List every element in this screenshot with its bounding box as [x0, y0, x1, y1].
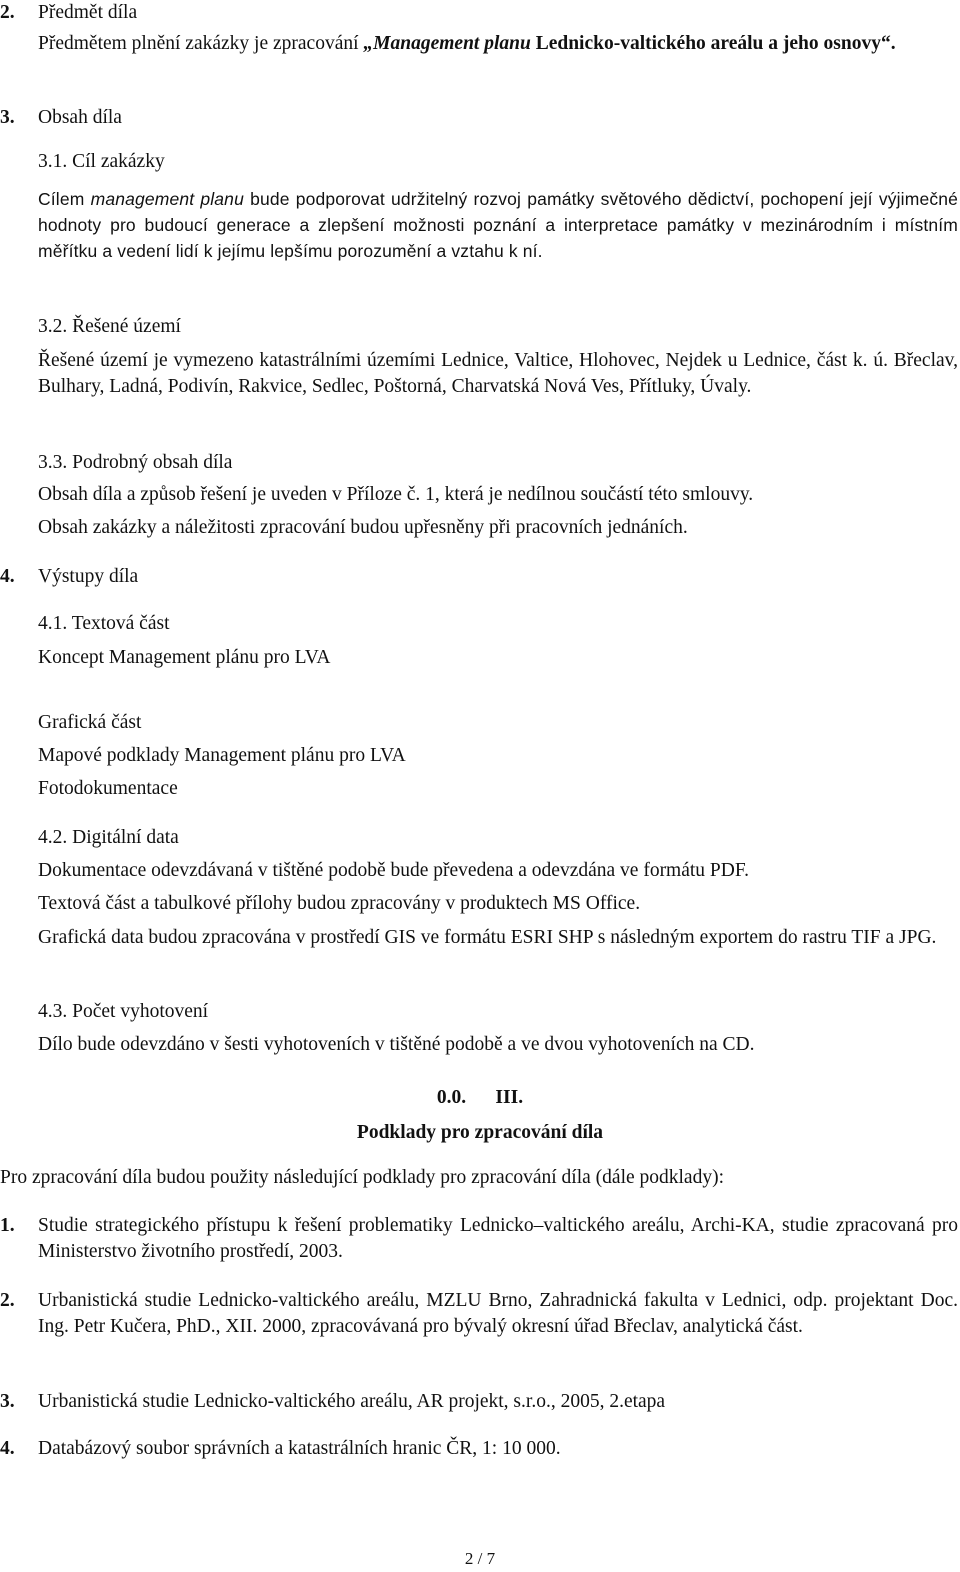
list-item-text: Databázový soubor správních a katastrálních hranic ČR, 1: 10 000. [38, 1438, 561, 1459]
subsection-4-3-title: 4.3. Počet vyhotovení [38, 1001, 209, 1022]
article-title-heading: Podklady pro zpracování díla [356, 1122, 604, 1143]
emphasis-text: „Management planu [363, 33, 531, 54]
subsection-3-2-text: Řešené území je vymezeno katastrálními územími Lednice, Valtice, Hlohovec, Nejdek u Lednice, část k. ú. Břeclav, Bulhary, Ladná, Podivín, Rakvice, Sedlec, Poštorná, Charvatská Nová Ves, Přítluky, Úvaly. [38, 350, 958, 397]
subsection-3-2-title: 3.2. Řešené území [38, 316, 181, 337]
page-number: 2 / 7 [464, 1549, 496, 1568]
subsection-4-1-line: Koncept Management plánu pro LVA [38, 647, 331, 668]
list-item-text: Studie strategického přístupu k řešení problematiky Lednicko–valtického areálu, Archi-KA, studie zpracovaná pro Ministerstvo životního prostředí, 2003. [38, 1215, 958, 1262]
list-item-number: 4. [0, 1438, 15, 1459]
subsection-4-2-title: 4.2. Digitální data [38, 827, 179, 848]
list-item-text: Urbanistická studie Lednicko-valtického areálu, MZLU Brno, Zahradnická fakulta v Lednici, odp. projektant Doc. Ing. Petr Kučera, PhD., XII. 2000, zpracovávaná pro bývalý okresní úřad Břeclav, analytická část. [38, 1290, 958, 1337]
subsection-3-1-title: 3.1. Cíl zakázky [38, 151, 165, 172]
subsection-4-2-line: Textová část a tabulkové přílohy budou zpracovány v produktech MS Office. [38, 893, 641, 914]
list-item [0, 1389, 960, 1415]
section-number: 2. [0, 2, 15, 23]
list-item-number: 1. [0, 1215, 15, 1236]
graphics-part-line: Mapové podklady Management plánu pro LVA [38, 745, 406, 766]
emphasis-text: management planu [90, 189, 244, 209]
list-item-text: Urbanistická studie Lednicko-valtického areálu, AR projekt, s.r.o., 2005, 2.etapa [38, 1391, 666, 1412]
list-item [0, 1213, 960, 1265]
subsection-3-3-line: Obsah zakázky a náležitosti zpracování budou upřesněny při pracovních jednáních. [38, 517, 688, 538]
section-title: Předmět díla [38, 2, 138, 23]
section-title: Obsah díla [38, 107, 122, 128]
subsection-4-1-title: 4.1. Textová část [38, 613, 170, 634]
list-item [0, 1288, 960, 1340]
subsection-3-3-title: 3.3. Podrobný obsah díla [38, 452, 233, 473]
subsection-4-2-line: Dokumentace odevzdávaná v tištěné podobě bude převedena a odevzdána ve formátu PDF. [38, 860, 750, 881]
section-number: 4. [0, 566, 15, 587]
subsection-4-3-line: Dílo bude odevzdáno v šesti vyhotoveních v tištěné podobě a ve dvou vyhotoveních na CD. [38, 1034, 755, 1055]
subsection-3-3-line: Obsah díla a způsob řešení je uveden v Příloze č. 1, která je nedílnou součástí této smlouvy. [38, 484, 754, 505]
graphics-part-line: Fotodokumentace [38, 778, 178, 799]
section-title: Výstupy díla [38, 566, 139, 587]
subsection-3-1-text: Cílem management planu bude podporovat udržitelný rozvoj památky světového dědictví, pochopení její výjimečné hodnoty pro budoucí generace a zlepšení možnosti poznání a interpretace památky v mezinárodním i místním měřítku a vedení lidí k jejímu lepšímu porozumění a vztahu k ní. [38, 189, 958, 261]
list-item-number: 3. [0, 1391, 15, 1412]
article-intro: Pro zpracování díla budou použity následující podklady pro zpracování díla (dále podklady): [0, 1167, 724, 1188]
article-number-heading: 0.0. III. [436, 1087, 524, 1108]
section-number: 3. [0, 107, 15, 128]
graphics-part-title: Grafická část [38, 712, 142, 733]
subsection-4-2-line: Grafická data budou zpracována v prostředí GIS ve formátu ESRI SHP s následným exportem do rastru TIF a JPG. [38, 927, 937, 948]
list-item-number: 2. [0, 1290, 15, 1311]
list-item [0, 1436, 960, 1462]
section-2-intro: Předmětem plnění zakázky je zpracování „Management planu Lednicko-valtického areálu a jeho osnovy“. [38, 33, 896, 54]
